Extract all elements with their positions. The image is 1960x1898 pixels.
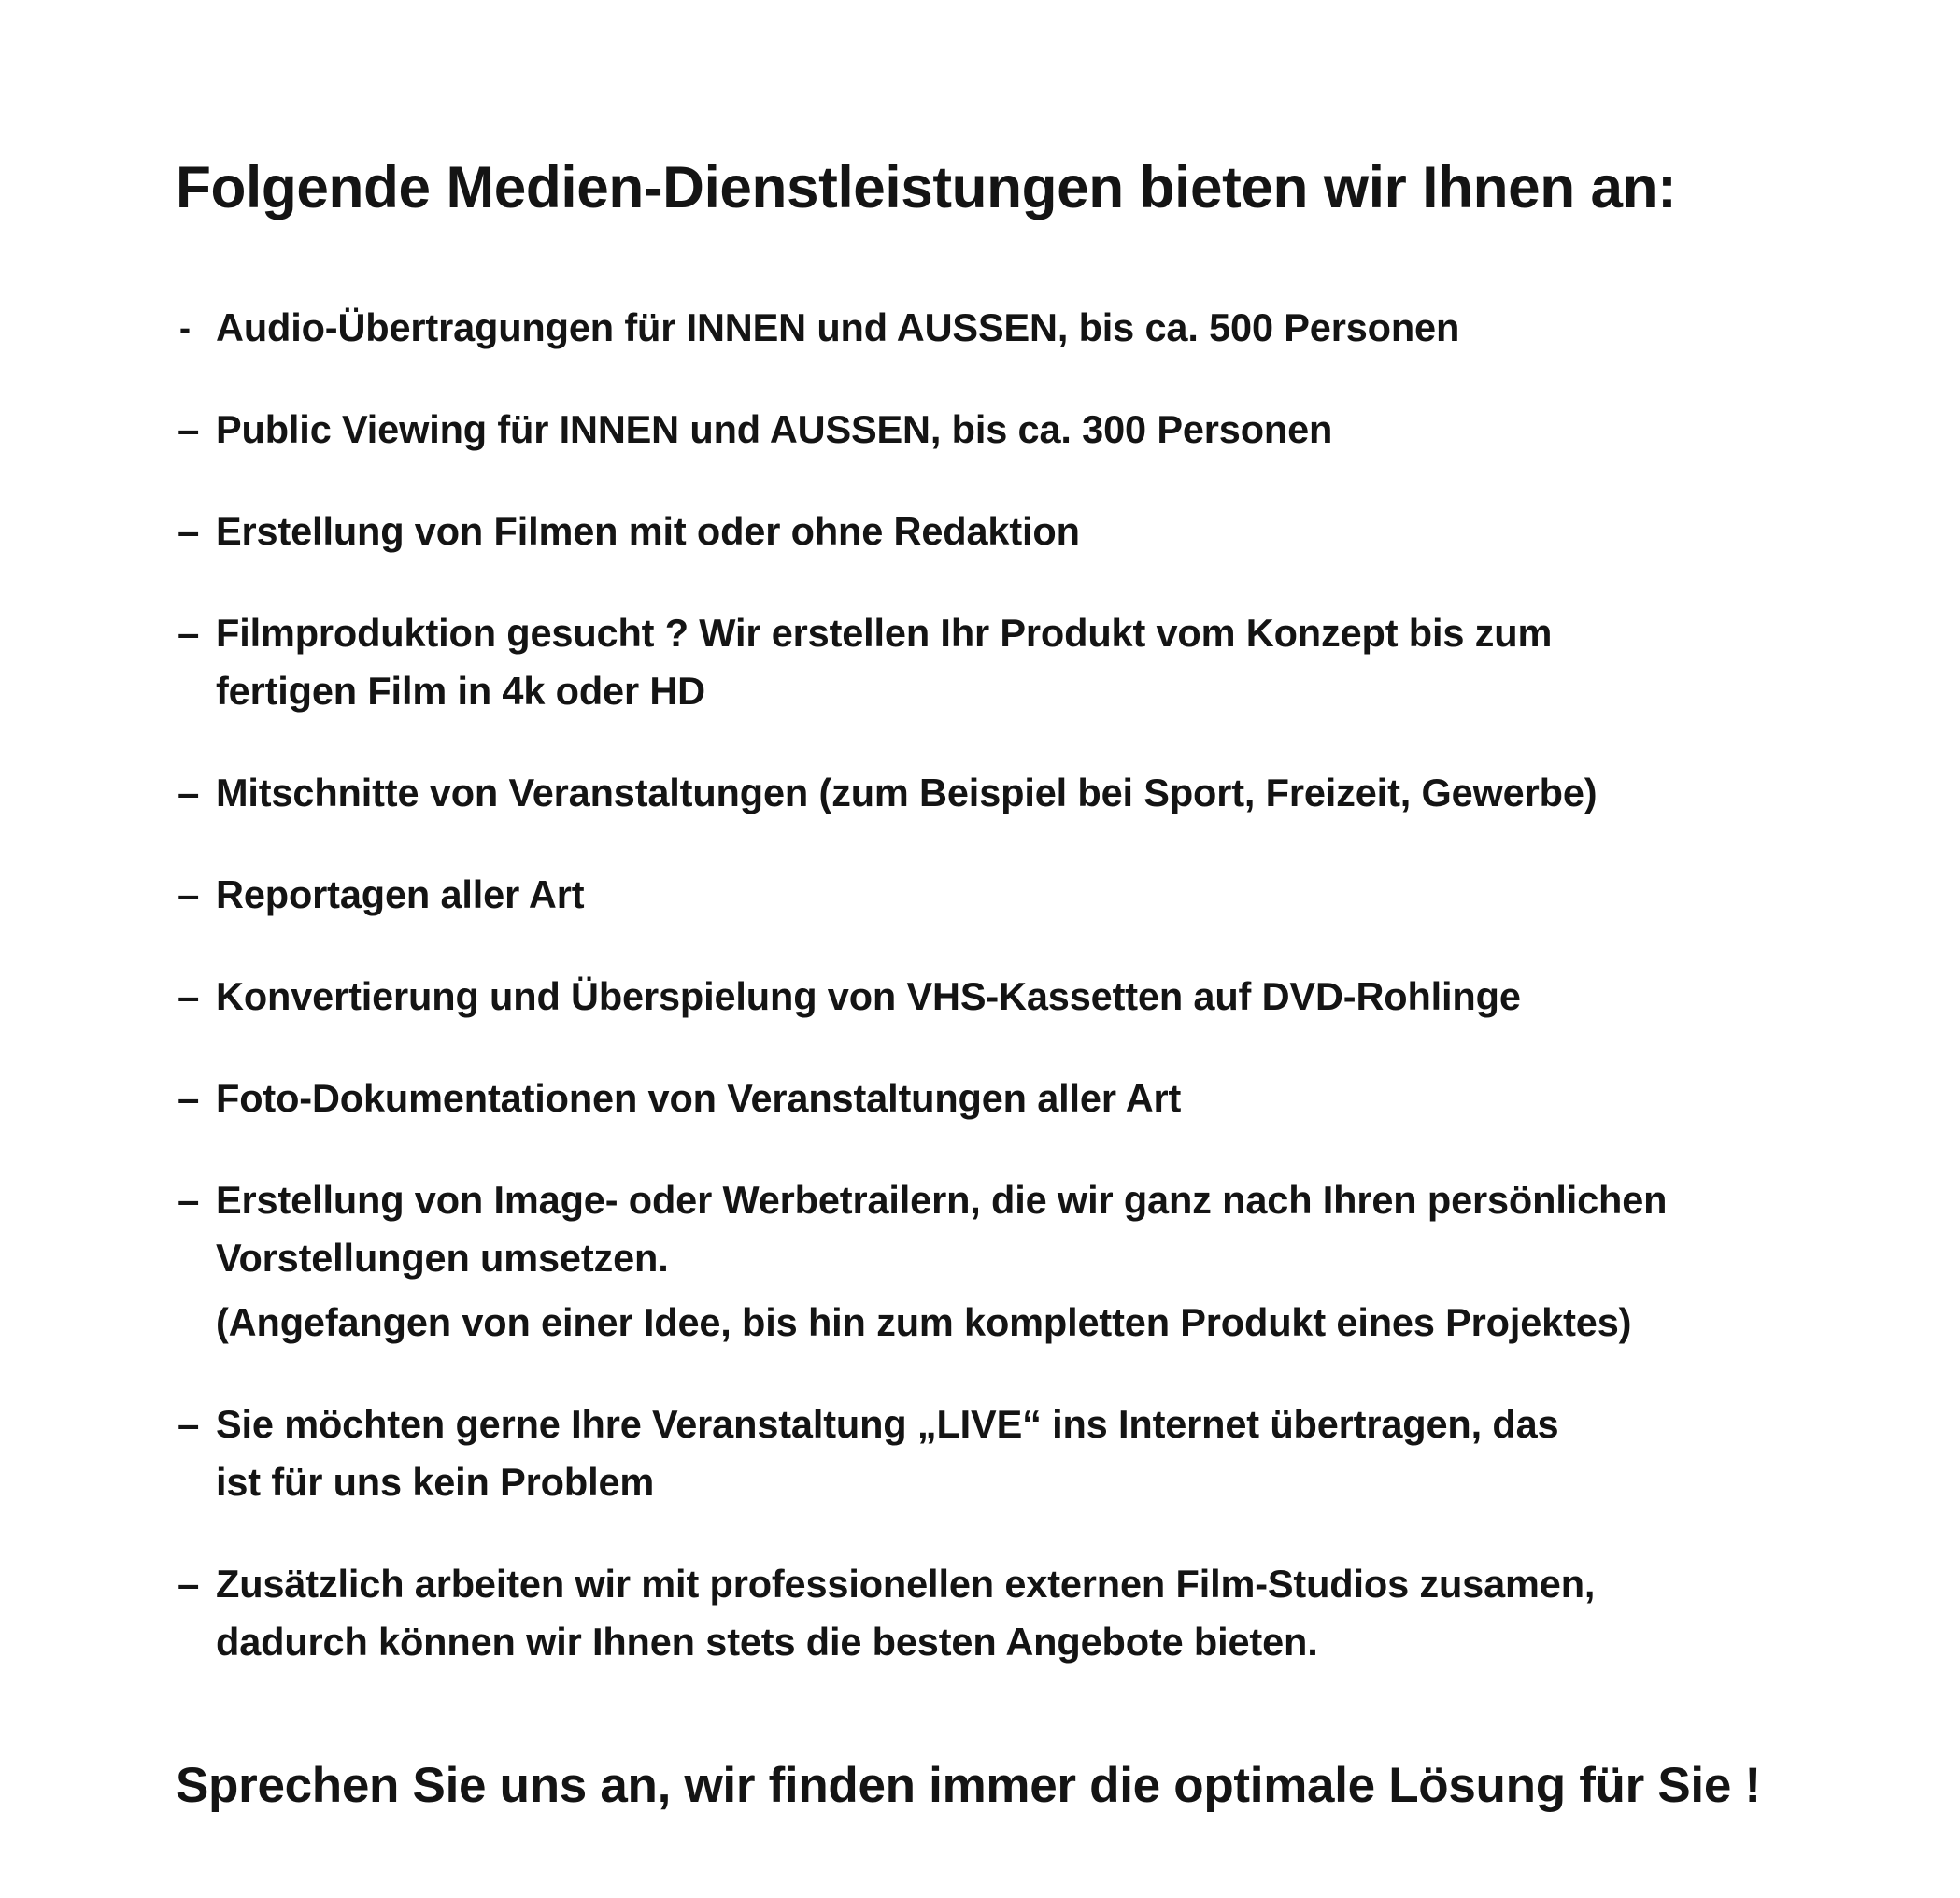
list-item-text bbox=[216, 968, 1820, 1026]
list-item-line: Mitschnitte von Veranstaltungen (zum Beispiel bei Sport, Freizeit, Gewerbe) bbox=[216, 771, 1598, 815]
list-item-line: Zusätzlich arbeiten wir mit professionellen externen Film-Studios zusamen, bbox=[216, 1562, 1596, 1607]
list-item-line: Erstellung von Filmen mit oder ohne Redaktion bbox=[216, 509, 1080, 554]
list-item-line: Erstellung von Image- oder Werbetrailern, die wir ganz nach Ihren persönlichen bbox=[216, 1178, 1668, 1223]
services-list bbox=[176, 219, 1820, 1671]
list-item-line: Sie möchten gerne Ihre Veranstaltung „LIVE“ ins Internet übertragen, das bbox=[216, 1402, 1559, 1447]
list-item-text bbox=[216, 764, 1820, 822]
list-item bbox=[176, 1171, 1820, 1352]
list-item bbox=[176, 1395, 1820, 1511]
bullet-marker-icon: – bbox=[178, 611, 200, 656]
list-item-line: Vorstellungen umsetzen. bbox=[216, 1236, 669, 1281]
list-item bbox=[176, 503, 1820, 560]
bullet-marker-icon: - bbox=[179, 308, 191, 347]
list-item-line: dadurch können wir Ihnen stets die besten Angebote bieten. bbox=[216, 1620, 1318, 1664]
list-item bbox=[176, 1555, 1820, 1671]
list-item-text bbox=[216, 1171, 1820, 1352]
list-item-line: ist für uns kein Problem bbox=[216, 1460, 655, 1505]
bullet-marker-icon: – bbox=[178, 771, 200, 815]
list-item-text bbox=[216, 604, 1820, 720]
bullet-marker-icon: – bbox=[178, 1562, 200, 1607]
list-item-text bbox=[216, 299, 1820, 357]
bullet-marker-icon: – bbox=[178, 872, 200, 917]
page-title: Folgende Medien-Dienstleistungen bieten wir Ihnen an: bbox=[176, 155, 1677, 220]
list-item-line: Konvertierung und Überspielung von VHS-Kassetten auf DVD-Rohlinge bbox=[216, 974, 1521, 1019]
list-item bbox=[176, 299, 1820, 357]
list-item-text bbox=[216, 401, 1820, 459]
list-item-line: fertigen Film in 4k oder HD bbox=[216, 669, 706, 714]
list-item bbox=[176, 866, 1820, 924]
list-item bbox=[176, 1069, 1820, 1127]
list-item bbox=[176, 401, 1820, 459]
list-item-line: Filmproduktion gesucht ? Wir erstellen Ihr Produkt vom Konzept bis zum bbox=[216, 611, 1553, 656]
list-item-text bbox=[216, 1555, 1820, 1671]
list-item-line: Public Viewing für INNEN und AUSSEN, bis ca. 300 Personen bbox=[216, 407, 1333, 452]
bullet-marker-icon: – bbox=[178, 509, 200, 554]
bullet-marker-icon: – bbox=[178, 1178, 200, 1223]
list-item bbox=[176, 764, 1820, 822]
list-item-text bbox=[216, 1395, 1820, 1511]
list-item bbox=[176, 604, 1820, 720]
list-item-line: Foto-Dokumentationen von Veranstaltungen aller Art bbox=[216, 1076, 1182, 1121]
bullet-marker-icon: – bbox=[178, 407, 200, 452]
bullet-marker-icon: – bbox=[178, 1076, 200, 1121]
list-item-line: Reportagen aller Art bbox=[216, 872, 585, 917]
list-item-text bbox=[216, 866, 1820, 924]
bullet-marker-icon: – bbox=[178, 974, 200, 1019]
list-item-text bbox=[216, 503, 1820, 560]
list-item-text bbox=[216, 1069, 1820, 1127]
bullet-marker-icon: – bbox=[178, 1402, 200, 1447]
closing-statement: Sprechen Sie uns an, wir finden immer die optimale Lösung für Sie ! bbox=[176, 1758, 1761, 1814]
list-item-line: (Angefangen von einer Idee, bis hin zum kompletten Produkt eines Projektes) bbox=[216, 1300, 1632, 1345]
list-item bbox=[176, 968, 1820, 1026]
list-item-line: Audio-Übertragungen für INNEN und AUSSEN, bis ca. 500 Personen bbox=[216, 305, 1460, 350]
